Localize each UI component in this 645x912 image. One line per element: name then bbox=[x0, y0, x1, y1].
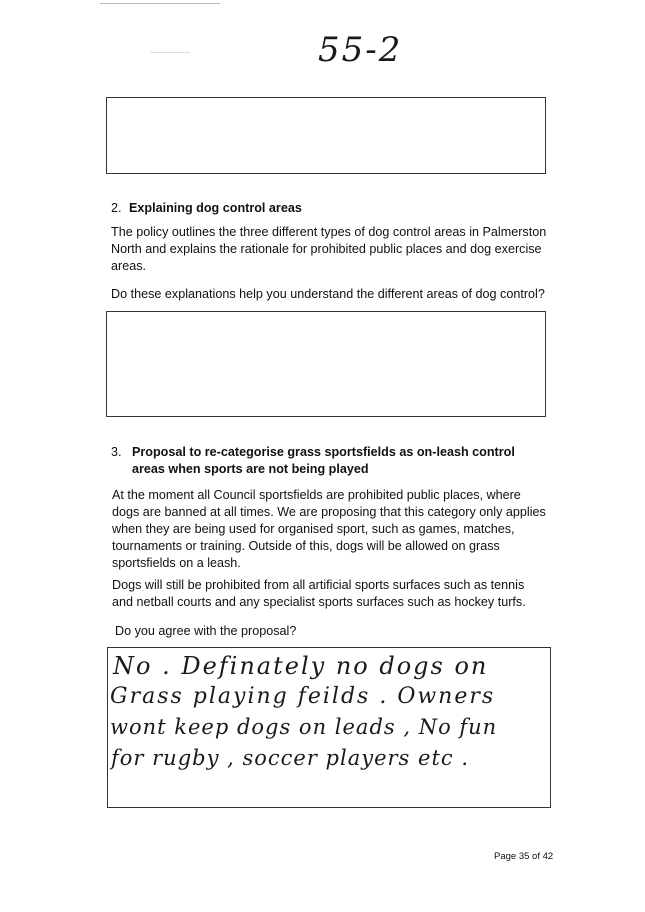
answer-box-explanations[interactable] bbox=[106, 311, 546, 417]
section-number: 2. bbox=[111, 201, 122, 215]
section-body: At the moment all Council sportsfields are prohibited public places, where dogs are banned at all times. We are proposing that this category only applies when they are being used for organised sport, such as games, matches, tournaments or training. Outside of this, dogs will be allowed on grass sportsfields on a leash. bbox=[112, 488, 546, 570]
page-footer: Page 35 of 42 bbox=[494, 851, 554, 862]
section-heading: Proposal to re-categorise grass sportsfields as on-leash control bbox=[132, 445, 515, 459]
section-body: The policy outlines the three different types of dog control areas in Palmerston North and explains the rationale for prohibited public places and dog exercise areas. bbox=[111, 225, 547, 273]
scan-mark bbox=[150, 52, 190, 53]
section-heading: areas when sports are not being played bbox=[132, 462, 369, 476]
handwritten-answer-line: Grass playing feilds . Owners bbox=[110, 684, 496, 709]
page-reference: 55-2 bbox=[318, 30, 403, 70]
answer-box-previous[interactable] bbox=[106, 97, 546, 174]
handwritten-answer-line: No . Definately no dogs on bbox=[113, 652, 489, 680]
scan-mark bbox=[100, 3, 220, 4]
handwritten-answer-line: wont keep dogs on leads , No fun bbox=[110, 715, 498, 739]
section-heading: Explaining dog control areas bbox=[129, 201, 302, 215]
section-question: Do these explanations help you understand the different areas of dog control? bbox=[111, 287, 545, 301]
section-number: 3. bbox=[111, 445, 122, 459]
handwritten-answer-line: for rugby , soccer players etc . bbox=[111, 746, 469, 770]
section-body: Dogs will still be prohibited from all artificial sports surfaces such as tennis and netball courts and any specialist sports surfaces such as hockey turfs. bbox=[112, 578, 526, 609]
section-question: Do you agree with the proposal? bbox=[115, 624, 297, 638]
